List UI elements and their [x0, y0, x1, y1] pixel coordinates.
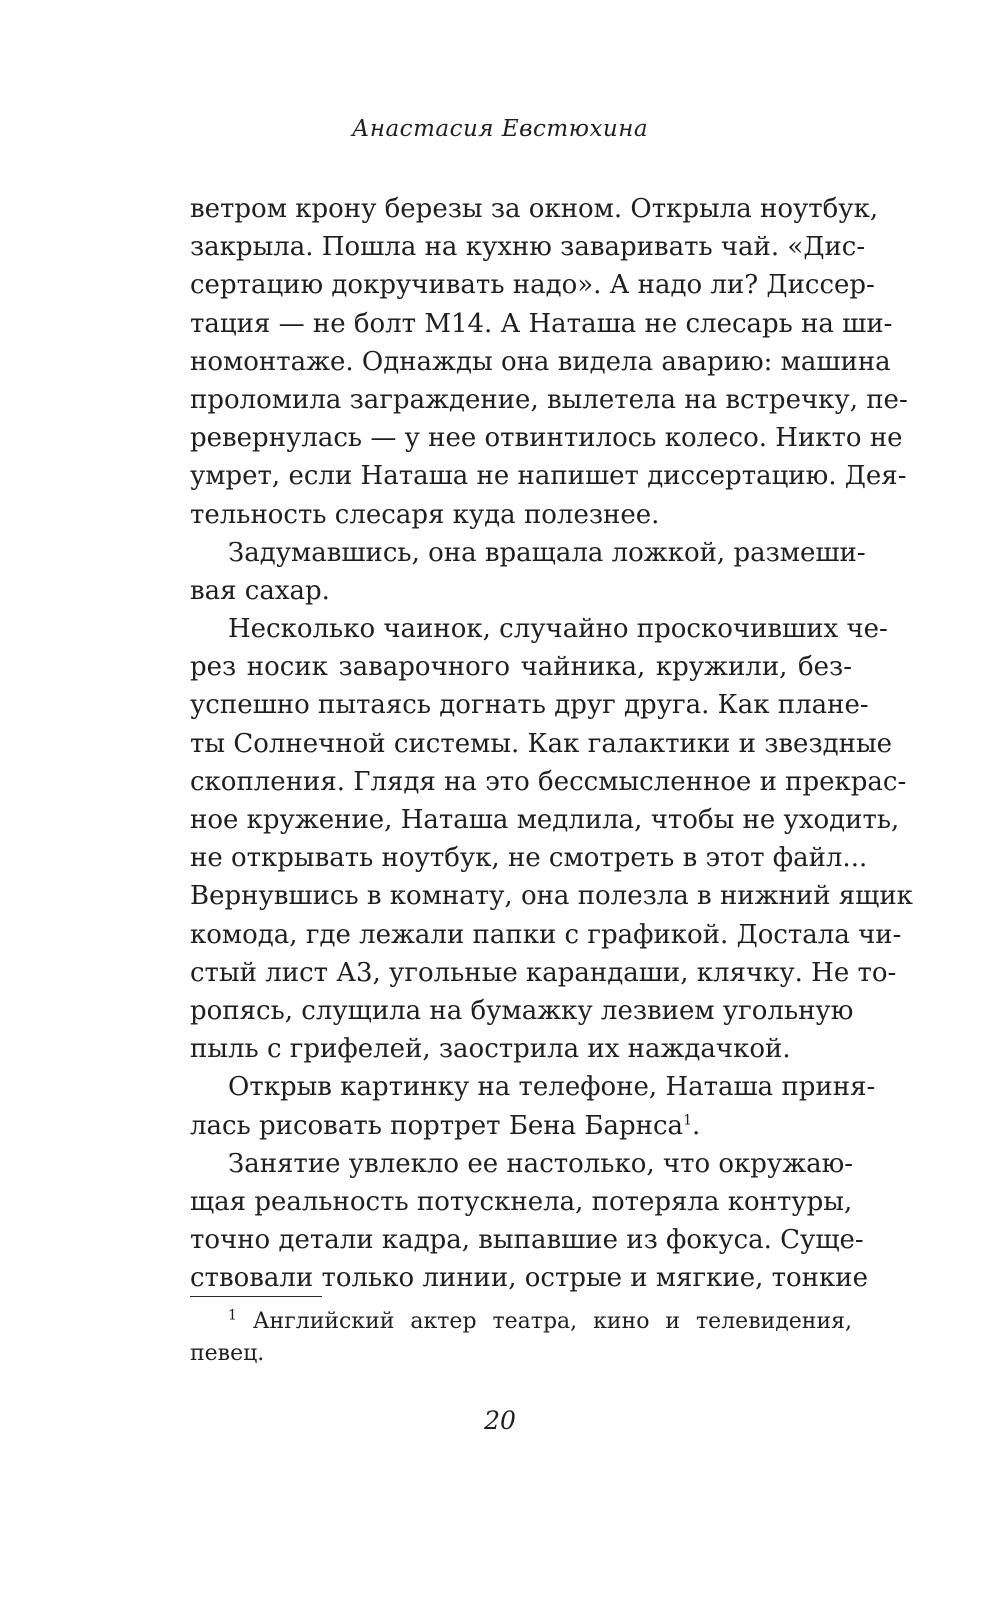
text-line	[190, 1107, 852, 1145]
text-line: умрет, если Наташа не напишет диссертацию. Дея-	[190, 461, 907, 492]
text-line: стый лист А3, угольные карандаши, клячку. Не то-	[190, 957, 897, 988]
text-line: не открывать ноутбук, не смотреть в этот файл...	[190, 843, 868, 874]
text-line: ревернулась — у нее отвинтилось колесо. Никто не	[190, 423, 903, 454]
text-line: вая сахар.	[190, 575, 330, 606]
footnote-reference-period: .	[691, 1110, 701, 1141]
text-line: Задумавшись, она вращала ложкой, размеши-	[228, 537, 866, 568]
text-line: успешно пытаясь догнать друг друга. Как плане-	[190, 690, 869, 721]
text-line: скопления. Глядя на это бессмысленное и прекрас-	[190, 766, 907, 797]
text-line: ты Солнечной системы. Как галактики и звездные	[190, 728, 893, 759]
text-line: тация — не болт М14. А Наташа не слесарь на ши-	[190, 308, 893, 339]
text-line: Несколько чаинок, случайно проскочивших че-	[228, 614, 888, 645]
text-line: закрыла. Пошла на кухню заваривать чай. «Дис-	[190, 232, 866, 263]
text-line: Занятие увлекло ее настолько, что окружаю-	[228, 1148, 854, 1179]
text-line: Открыв картинку на телефоне, Наташа приня-	[228, 1072, 876, 1103]
text-line: ропясь, слущила на бумажку лезвием угольную	[190, 995, 854, 1026]
text-line: ное кружение, Наташа медлила, чтобы не уходить,	[190, 805, 900, 835]
text-line: щая реальность потускнела, потеряла контуры,	[190, 1186, 853, 1217]
text-line: проломила заграждение, вылетела на встречку, пе-	[190, 384, 908, 415]
text-line: ветром крону березы за окном. Открыла ноутбук,	[190, 194, 879, 224]
footnote-text: Английский актер театра, кино и телевидения,	[252, 1309, 853, 1334]
footnote	[190, 1306, 852, 1370]
text-line-content: лась рисовать портрет Бена Барнса	[190, 1110, 684, 1141]
footnote-number: 1	[228, 1307, 237, 1324]
footnote-line: певец.	[190, 1341, 265, 1366]
text-line: тельность слесаря куда полезнее.	[190, 499, 660, 530]
text-line: рез носик заварочного чайника, кружили, без-	[190, 652, 852, 683]
body-text	[190, 190, 913, 1297]
page-number: 20	[484, 1406, 516, 1435]
footnote-line	[190, 1306, 852, 1338]
footnote-separator	[190, 1296, 322, 1297]
text-line: точно детали кадра, выпавшие из фокуса. Суще-	[190, 1225, 864, 1256]
text-line: пыль с грифелей, заострила их наждачкой.	[190, 1034, 791, 1065]
text-line: комода, где лежали папки с графикой. Достала чи-	[190, 919, 902, 950]
running-head: Анастасия Евстюхина	[351, 116, 649, 142]
text-line: сертацию докручивать надо». А надо ли? Диссер-	[190, 270, 875, 301]
footnote-reference: 1	[683, 1111, 692, 1128]
text-line: ствовали только линии, острые и мягкие, тонкие	[190, 1263, 868, 1294]
text-line: Вернувшись в комнату, она полезла в нижний ящик	[190, 881, 913, 912]
text-line: номонтаже. Однажды она видела аварию: машина	[190, 346, 891, 377]
